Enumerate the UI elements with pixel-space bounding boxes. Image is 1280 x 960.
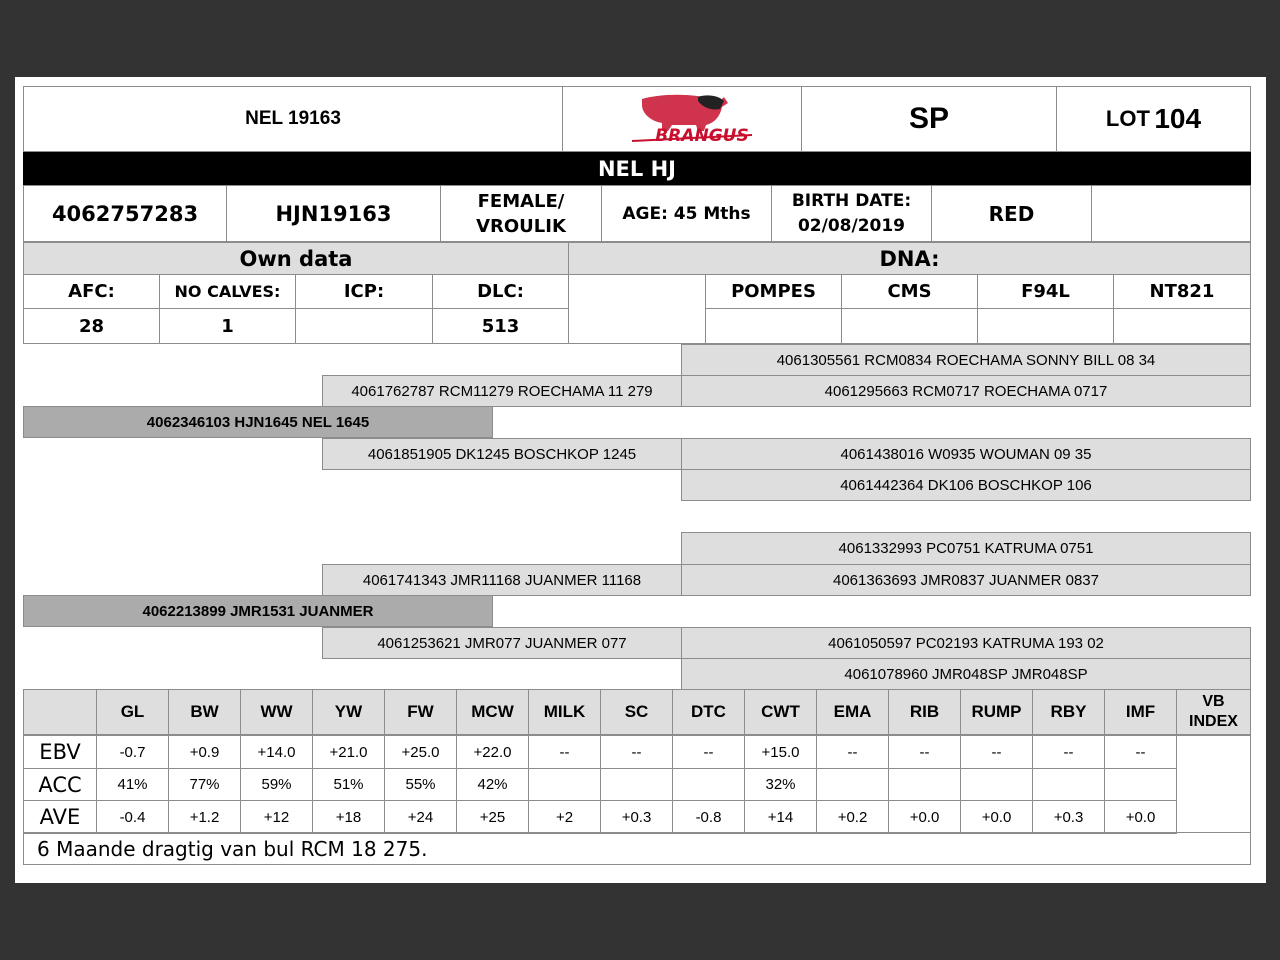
vb-index-header (1176, 689, 1251, 735)
ebv-cell: -- (600, 735, 673, 769)
ebv-cell (816, 768, 889, 801)
birth-date: BIRTH DATE: 02/08/2019 (771, 185, 932, 242)
ebv-cell: -- (1104, 735, 1177, 769)
empty-cell (1091, 185, 1251, 242)
pedigree-sd-dam: 4061442364 DK106 BOSCHKOP 106 (681, 469, 1251, 501)
ebv-cell: +0.2 (816, 800, 889, 834)
animal-id: 4062757283 (23, 185, 227, 242)
ebv-cell (672, 768, 745, 801)
ebv-cell: -0.7 (96, 735, 169, 769)
pedigree-sire: 4062346103 HJN1645 NEL 1645 (23, 406, 493, 438)
dna-f94l-value (977, 308, 1114, 344)
ebv-col-header: DTC (672, 689, 745, 735)
note: 6 Maande dragtig van bul RCM 18 275. (23, 832, 1251, 865)
ebv-cell: +0.9 (168, 735, 241, 769)
ebv-cell: +0.3 (600, 800, 673, 834)
pedigree-sd-sire: 4061438016 W0935 WOUMAN 09 35 (681, 438, 1251, 470)
ebv-cell: +0.0 (1104, 800, 1177, 834)
vb-index-value (1176, 735, 1251, 833)
ebv-cell: +1.2 (168, 800, 241, 834)
no-calves-value: 1 (159, 308, 296, 344)
ebv-cell: +25.0 (384, 735, 457, 769)
pedigree-dam-sire: 4061741343 JMR11168 JUANMER 11168 (322, 564, 682, 596)
ebv-col-header: IMF (1104, 689, 1177, 735)
ebv-cell: +15.0 (744, 735, 817, 769)
ebv-cell: +0.0 (960, 800, 1033, 834)
ebv-cell: 51% (312, 768, 385, 801)
ebv-cell: 55% (384, 768, 457, 801)
ebv-cell: 42% (456, 768, 529, 801)
ebv-col-header: CWT (744, 689, 817, 735)
no-calves-header: NO CALVES: (159, 274, 296, 309)
ebv-col-header: GL (96, 689, 169, 735)
ebv-row-label: ACC (23, 768, 97, 801)
ebv-col-header: SC (600, 689, 673, 735)
lot-card (15, 77, 1266, 883)
ebv-cell: 32% (744, 768, 817, 801)
pedigree-ds-dam: 4061363693 JMR0837 JUANMER 0837 (681, 564, 1251, 596)
lot-label: LOT (1105, 106, 1150, 131)
ebv-cell: +22.0 (456, 735, 529, 769)
ebv-cell: +21.0 (312, 735, 385, 769)
dna-pompes-header: POMPES (705, 274, 842, 309)
own-data-title: Own data (23, 242, 569, 275)
dlc-header: DLC: (432, 274, 569, 309)
ebv-cell: 41% (96, 768, 169, 801)
pedigree-sire-sire: 4061762787 RCM11279 ROECHAMA 11 279 (322, 375, 682, 407)
ebv-col-header: RIB (888, 689, 961, 735)
afc-value: 28 (23, 308, 160, 344)
ebv-cell: -- (1032, 735, 1105, 769)
ebv-row-label: AVE (23, 800, 97, 834)
ebv-cell: 77% (168, 768, 241, 801)
brangus-logo (562, 86, 802, 152)
ebv-cell (960, 768, 1033, 801)
animal-tag: HJN19163 (226, 185, 441, 242)
dna-cms-value (841, 308, 978, 344)
dna-pompes-value (705, 308, 842, 344)
ebv-cell: +14 (744, 800, 817, 834)
afc-header: AFC: (23, 274, 160, 309)
ebv-cell: -- (672, 735, 745, 769)
ebv-col-header: MILK (528, 689, 601, 735)
ebv-col-header: BW (168, 689, 241, 735)
vb-label: VB (1202, 693, 1225, 710)
ebv-cell (1104, 768, 1177, 801)
ebv-cell: +14.0 (240, 735, 313, 769)
bull-logo-icon (602, 91, 762, 147)
ebv-cell: +12 (240, 800, 313, 834)
ebv-cell: +25 (456, 800, 529, 834)
icp-value (295, 308, 433, 344)
ebv-cell (528, 768, 601, 801)
ebv-col-header: RUMP (960, 689, 1033, 735)
ebv-cell: +24 (384, 800, 457, 834)
ebv-cell: -- (816, 735, 889, 769)
ebv-cell: +18 (312, 800, 385, 834)
index-label: INDEX (1189, 713, 1238, 730)
lot-number (1056, 86, 1251, 152)
dlc-value: 513 (432, 308, 569, 344)
ebv-cell: +2 (528, 800, 601, 834)
ebv-cell (1032, 768, 1105, 801)
ebv-cell: +0.0 (888, 800, 961, 834)
pedigree-dd-sire: 4061050597 PC02193 KATRUMA 193 02 (681, 627, 1251, 659)
ebv-col-header: FW (384, 689, 457, 735)
ebv-cell: -0.8 (672, 800, 745, 834)
age: AGE: 45 Mths (601, 185, 772, 242)
ebv-col-header: WW (240, 689, 313, 735)
ebv-cell: -- (528, 735, 601, 769)
dna-nt821-header: NT821 (1113, 274, 1251, 309)
ebv-col-header: MCW (456, 689, 529, 735)
ebv-cell: -- (888, 735, 961, 769)
ebv-cell: +0.3 (1032, 800, 1105, 834)
pedigree-sire-dam: 4061851905 DK1245 BOSCHKOP 1245 (322, 438, 682, 470)
pedigree-dam: 4062213899 JMR1531 JUANMER (23, 595, 493, 627)
pedigree-dd-dam: 4061078960 JMR048SP JMR048SP (681, 658, 1251, 690)
pedigree-ss-sire: 4061305561 RCM0834 ROECHAMA SONNY BILL 08 34 (681, 344, 1251, 377)
ebv-cell: -- (960, 735, 1033, 769)
grade: SP (801, 86, 1057, 152)
ebv-cell (888, 768, 961, 801)
ebv-table (23, 689, 1251, 833)
ebv-corner (23, 689, 97, 735)
dna-f94l-header: F94L (977, 274, 1114, 309)
ebv-col-header: YW (312, 689, 385, 735)
pedigree-ss-dam: 4061295663 RCM0717 ROECHAMA 0717 (681, 375, 1251, 407)
ebv-cell: -0.4 (96, 800, 169, 834)
ebv-col-header: EMA (816, 689, 889, 735)
dna-blank (568, 274, 706, 344)
logo-text: BRANGUS (655, 126, 749, 146)
registered-name: NEL 19163 (23, 86, 563, 152)
pedigree-dam-dam: 4061253621 JMR077 JUANMER 077 (322, 627, 682, 659)
dna-nt821-value (1113, 308, 1251, 344)
dna-title: DNA: (568, 242, 1251, 275)
dna-cms-header: CMS (841, 274, 978, 309)
ebv-cell: 59% (240, 768, 313, 801)
owner-bar: NEL HJ (23, 152, 1251, 185)
colour: RED (931, 185, 1092, 242)
ebv-row-label: EBV (23, 735, 97, 769)
pedigree-ds-sire: 4061332993 PC0751 KATRUMA 0751 (681, 532, 1251, 565)
ebv-col-header: RBY (1032, 689, 1105, 735)
sex: FEMALE/ VROULIK (440, 185, 602, 242)
lot-value: 104 (1154, 103, 1202, 134)
icp-header: ICP: (295, 274, 433, 309)
ebv-cell (600, 768, 673, 801)
